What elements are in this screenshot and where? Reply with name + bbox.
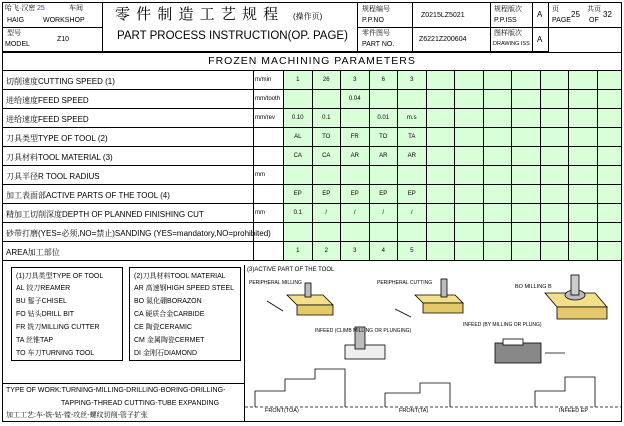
param-cell xyxy=(312,204,341,222)
param-value: TA xyxy=(408,134,416,140)
label-peripheral-cutting: PERIPHERAL CUTTING xyxy=(377,280,433,286)
param-cell xyxy=(312,166,341,184)
diagram-area xyxy=(244,265,622,421)
page-value: 25 xyxy=(571,10,580,19)
param-cell xyxy=(511,204,540,222)
ppiss-label-en: P.P.ISS xyxy=(494,17,517,24)
param-cell xyxy=(426,204,455,222)
shop-number: 25 xyxy=(37,5,45,12)
param-value: 2 xyxy=(324,248,328,254)
process-sheet xyxy=(2,2,622,422)
param-cell xyxy=(597,204,623,222)
param-cell xyxy=(597,128,623,146)
param-value: 0.04 xyxy=(348,96,361,102)
param-value: FR xyxy=(350,134,359,140)
param-value: CA xyxy=(322,153,331,159)
param-cell xyxy=(340,223,369,241)
param-cell xyxy=(397,242,426,260)
param-row-unit: mm xyxy=(255,172,265,178)
param-cell xyxy=(283,90,312,108)
param-value: 1 xyxy=(296,248,300,254)
param-cell xyxy=(568,109,597,127)
param-cell xyxy=(312,185,341,203)
param-cell xyxy=(426,242,455,260)
page-label: 页 xyxy=(552,6,559,13)
label-bo-milling: BO MILLING B xyxy=(515,284,552,290)
param-cell xyxy=(340,90,369,108)
param-cell xyxy=(540,71,569,89)
model-label-en: MODEL xyxy=(5,41,30,48)
param-value: 0.1 xyxy=(322,115,331,121)
param-cell xyxy=(340,204,369,222)
param-cell xyxy=(426,166,455,184)
drawing-value: A xyxy=(537,35,543,44)
diagram-title: (3)ACTIVE PART OF THE TOOL xyxy=(247,267,335,273)
title-cell xyxy=(103,3,358,52)
param-cell xyxy=(540,147,569,165)
param-row xyxy=(3,166,621,185)
param-value: 0.1 xyxy=(293,210,302,216)
param-cell xyxy=(426,71,455,89)
param-value: / xyxy=(410,210,413,216)
param-cell xyxy=(597,166,623,184)
param-cell xyxy=(483,109,512,127)
ppno-label: 规程编号 xyxy=(362,6,390,13)
param-cell xyxy=(283,166,312,184)
legend-tool-item: FO 钻头DRILL BIT xyxy=(16,311,75,318)
param-cell xyxy=(369,128,398,146)
param-row-label: 进给速度FEED SPEED xyxy=(6,115,89,124)
param-cell xyxy=(540,223,569,241)
param-cell xyxy=(483,166,512,184)
param-cell xyxy=(283,147,312,165)
param-cell xyxy=(426,109,455,127)
param-value: 26 xyxy=(322,77,330,83)
footer-line2: TAPPING-THREAD CUTTING-TUBE EXPANDING xyxy=(61,400,220,407)
param-cell xyxy=(568,223,597,241)
param-value: 3 xyxy=(353,77,357,83)
param-cell xyxy=(426,185,455,203)
label-separator xyxy=(253,204,254,222)
param-cell xyxy=(340,71,369,89)
param-cell xyxy=(483,223,512,241)
param-cell xyxy=(283,223,312,241)
param-cell xyxy=(568,90,597,108)
turning-profile-drawing xyxy=(245,369,622,407)
param-cell xyxy=(426,147,455,165)
ppno-label-en: P.P.NO xyxy=(362,17,384,24)
partno-value: Z6221Z200604 xyxy=(419,36,467,43)
factory-label: 哈飞·汉密 xyxy=(5,5,36,12)
header-block xyxy=(3,3,621,53)
drawing-value-cell xyxy=(533,28,549,52)
param-row-label: 切削速度CUTTING SPEED (1) xyxy=(6,77,115,86)
ppno-value-cell xyxy=(413,3,491,28)
param-cell xyxy=(540,128,569,146)
param-cell xyxy=(397,185,426,203)
param-row-unit: mm xyxy=(255,210,265,216)
param-cell xyxy=(540,204,569,222)
param-cell xyxy=(568,166,597,184)
model-cell xyxy=(3,28,103,52)
param-value: CA xyxy=(293,153,302,159)
label-front-toa: FRONT(TOA) xyxy=(265,408,299,414)
param-cell xyxy=(597,90,623,108)
param-cell xyxy=(369,147,398,165)
param-cell xyxy=(597,109,623,127)
param-cell xyxy=(568,204,597,222)
param-cell xyxy=(312,223,341,241)
param-value: 3 xyxy=(410,77,414,83)
param-value: 1 xyxy=(296,77,300,83)
partno-label-en: PART NO. xyxy=(362,41,395,48)
model-value: Z10 xyxy=(57,36,70,43)
param-cell xyxy=(369,204,398,222)
param-cell xyxy=(340,147,369,165)
param-cell xyxy=(597,242,623,260)
label-separator xyxy=(253,223,254,241)
param-row xyxy=(3,185,621,204)
param-cell xyxy=(597,223,623,241)
param-cell xyxy=(540,242,569,260)
param-cell xyxy=(568,128,597,146)
param-value: / xyxy=(325,210,328,216)
param-row xyxy=(3,223,621,242)
ppiss-label: 规程版次 xyxy=(494,6,522,13)
param-cell xyxy=(369,223,398,241)
param-row xyxy=(3,109,621,128)
param-cell xyxy=(511,242,540,260)
param-row-label: 精加工切削深度DEPTH OF PLANNED FINISHING CUT xyxy=(6,210,204,219)
drawing-label-en: DRAWING ISS xyxy=(493,41,530,47)
param-value: EP xyxy=(293,191,302,197)
param-cell xyxy=(511,71,540,89)
param-cell xyxy=(397,71,426,89)
param-cell xyxy=(369,242,398,260)
param-cell xyxy=(483,71,512,89)
ppiss-value-cell xyxy=(533,3,549,28)
param-cell xyxy=(426,90,455,108)
footer-block xyxy=(3,383,244,422)
param-cell xyxy=(454,90,483,108)
model-label: 型号 xyxy=(7,30,21,37)
ppiss-value: A xyxy=(537,10,543,19)
param-cell xyxy=(340,128,369,146)
param-cell xyxy=(568,147,597,165)
param-cell xyxy=(426,223,455,241)
legend-tool-item: FR 铣刀MILLING CUTTER xyxy=(16,324,100,331)
of-label: OF xyxy=(589,17,599,24)
legend-tool-item: TO 车刀TURNING TOOL xyxy=(16,350,95,357)
param-cell xyxy=(454,185,483,203)
legend-material-item: DI 金刚石DIAMOND xyxy=(134,350,197,357)
param-row xyxy=(3,147,621,166)
legend-tool-item: BU 錾子CHISEL xyxy=(16,298,67,305)
param-cell xyxy=(283,242,312,260)
section-title: FROZEN MACHINING PARAMETERS xyxy=(208,55,416,67)
param-value: AR xyxy=(379,153,388,159)
label-separator xyxy=(253,90,254,108)
param-cell xyxy=(369,166,398,184)
pages-label: 共页 xyxy=(587,6,601,13)
param-cell xyxy=(340,109,369,127)
legend-material-title: (2)刀具材料TOOL MATERIAL xyxy=(134,273,226,280)
label-separator xyxy=(253,109,254,127)
parameter-grid xyxy=(3,71,621,261)
param-cell xyxy=(483,147,512,165)
page-cell xyxy=(549,3,621,28)
param-row-label: 刀具材料TOOL MATERIAL (3) xyxy=(6,153,113,162)
label-separator xyxy=(253,185,254,203)
workshop-label: WORKSHOP xyxy=(43,17,85,24)
partno-value-cell xyxy=(413,28,491,52)
param-value: EP xyxy=(379,191,388,197)
param-cell xyxy=(340,166,369,184)
param-row xyxy=(3,204,621,223)
param-row xyxy=(3,90,621,109)
param-cell xyxy=(511,128,540,146)
param-cell xyxy=(283,109,312,127)
param-row-label: 进给速度FEED SPEED xyxy=(6,96,89,105)
param-cell xyxy=(511,166,540,184)
param-row-unit: mm/tooth xyxy=(255,96,281,102)
ppno-value: Z0215LZ5021 xyxy=(421,12,465,19)
param-cell xyxy=(454,204,483,222)
bo-milling-drawing xyxy=(545,275,607,319)
param-value: 3 xyxy=(353,248,357,254)
param-cell xyxy=(340,185,369,203)
label-separator xyxy=(253,71,254,89)
label-infeed-plunge: INFEED (BY MILLING OR PLUNG) xyxy=(463,322,542,328)
param-cell xyxy=(283,71,312,89)
param-value: 4 xyxy=(381,248,385,254)
partno-label: 零件图号 xyxy=(362,30,390,37)
param-row xyxy=(3,128,621,147)
param-cell xyxy=(454,109,483,127)
label-separator xyxy=(253,242,254,260)
legend-tool-item: AL 铰刀REAMER xyxy=(16,285,71,292)
param-value: EP xyxy=(350,191,359,197)
param-cell xyxy=(483,128,512,146)
param-cell xyxy=(483,185,512,203)
param-cell xyxy=(597,147,623,165)
title-en: PART PROCESS INSTRUCTION(OP. PAGE) xyxy=(117,30,348,42)
param-cell xyxy=(540,166,569,184)
param-cell xyxy=(454,242,483,260)
param-cell xyxy=(397,90,426,108)
label-peripheral-milling: PERIPHERAL MILLING xyxy=(249,280,302,286)
param-value: AR xyxy=(350,153,359,159)
param-cell xyxy=(397,204,426,222)
shop-label: 车间 xyxy=(69,5,83,12)
param-cell xyxy=(397,109,426,127)
param-cell xyxy=(369,71,398,89)
param-value: / xyxy=(353,210,356,216)
param-cell xyxy=(511,223,540,241)
param-row-label: 刀具半径R TOOL RADIUS xyxy=(6,172,100,181)
param-cell xyxy=(511,185,540,203)
param-cell xyxy=(540,109,569,127)
label-infeed-milling: INFEED (CLIMB MILLING OR PLUNGING) xyxy=(315,328,412,334)
param-cell xyxy=(312,71,341,89)
param-cell xyxy=(397,166,426,184)
param-cell xyxy=(397,147,426,165)
param-cell xyxy=(454,128,483,146)
param-cell xyxy=(568,71,597,89)
param-cell xyxy=(454,147,483,165)
legend-material-item: CM 金属陶瓷CERMET xyxy=(134,337,205,344)
legend-material-item: CE 陶瓷CERAMIC xyxy=(134,324,192,331)
page-label-en: PAGE xyxy=(552,17,571,24)
param-row-unit: m/min xyxy=(255,77,272,83)
label-front-ta: FRONT(TA) xyxy=(399,408,429,414)
legend-material-item: AR 高速钢HIGH SPEED STEEL xyxy=(134,285,234,292)
haig-label: HAIG xyxy=(7,17,25,24)
param-value: EP xyxy=(407,191,416,197)
infeed-plunge-drawing xyxy=(495,339,565,363)
param-cell xyxy=(312,90,341,108)
legend-material-item: BO 氮化硼BORAZON xyxy=(134,298,202,305)
param-value: 6 xyxy=(381,77,385,83)
ppiss-label-cell xyxy=(491,3,533,28)
param-cell xyxy=(312,128,341,146)
param-cell xyxy=(397,128,426,146)
param-cell xyxy=(483,204,512,222)
param-cell xyxy=(369,90,398,108)
ppno-label-cell xyxy=(358,3,413,28)
footer-line1: TYPE OF WORK:TURNING-MILLING-DRILLING-BORING-DRILLING- xyxy=(6,387,226,394)
param-cell xyxy=(568,185,597,203)
label-separator xyxy=(253,147,254,165)
label-separator xyxy=(253,166,254,184)
param-value: AR xyxy=(407,153,416,159)
param-cell xyxy=(369,109,398,127)
legend-tool-item: TA 丝锥TAP xyxy=(16,337,54,344)
param-cell xyxy=(511,109,540,127)
param-cell xyxy=(454,71,483,89)
param-cell xyxy=(454,166,483,184)
param-cell xyxy=(454,223,483,241)
param-cell xyxy=(312,242,341,260)
param-cell xyxy=(597,185,623,203)
param-cell xyxy=(426,128,455,146)
param-row-label: 加工表面部ACTIVE PARTS OF THE TOOL (4) xyxy=(6,191,170,200)
legend-tool-type xyxy=(11,267,123,361)
drawing-label-cell xyxy=(491,28,533,52)
param-row xyxy=(3,71,621,90)
param-cell xyxy=(540,90,569,108)
param-cell xyxy=(312,147,341,165)
param-value: m.s xyxy=(406,115,417,121)
param-cell xyxy=(283,185,312,203)
title-cn: 零 件 制 造 工 艺 规 程 xyxy=(115,6,280,23)
param-row-unit: mm/rev xyxy=(255,115,275,121)
param-value: 0.01 xyxy=(377,115,390,121)
factory-cell xyxy=(3,3,103,28)
legend-material-item: CA 硬质合金CARBIDE xyxy=(134,311,205,318)
peripheral-milling-drawing xyxy=(267,283,333,315)
param-cell xyxy=(312,109,341,127)
param-cell xyxy=(283,128,312,146)
param-value: / xyxy=(382,210,385,216)
param-cell xyxy=(597,71,623,89)
section-title-bar xyxy=(3,54,621,71)
param-row-label: AREA加工部位 xyxy=(6,248,60,257)
param-cell xyxy=(511,147,540,165)
tool-diagrams xyxy=(245,265,622,421)
footer-line3: 加工工艺:车-铣-钻-镗-攻丝-螺纹切削-管子扩张 xyxy=(6,412,148,419)
label-infeed: INFEED EP xyxy=(559,408,589,414)
param-row-label: 刀具类型TYPE OF TOOL (2) xyxy=(6,134,108,143)
param-cell xyxy=(397,223,426,241)
param-value: EP xyxy=(322,191,331,197)
param-cell xyxy=(483,90,512,108)
legend-tool-type-title: (1)刀具类型TYPE OF TOOL xyxy=(16,273,104,280)
param-value: TO xyxy=(322,134,331,140)
param-cell xyxy=(540,185,569,203)
param-cell xyxy=(483,242,512,260)
param-cell xyxy=(369,185,398,203)
param-value: AL xyxy=(294,134,302,140)
param-value: TO xyxy=(379,134,388,140)
param-cell xyxy=(340,242,369,260)
partno-label-cell xyxy=(358,28,413,52)
drawing-label: 图样版次 xyxy=(494,30,522,37)
param-row xyxy=(3,242,621,261)
pages-value: 32 xyxy=(603,10,612,19)
param-cell xyxy=(511,90,540,108)
param-value: 5 xyxy=(410,248,414,254)
title-cn-sub: (操作页) xyxy=(293,12,323,21)
param-cell xyxy=(283,204,312,222)
param-row-label: 砂带打磨(YES=必须,NO=禁止)SANDING (YES=mandatory,NO=prohibited) xyxy=(6,229,271,238)
legend-material xyxy=(129,267,241,361)
param-cell xyxy=(568,242,597,260)
label-separator xyxy=(253,128,254,146)
param-value: 0.10 xyxy=(291,115,304,121)
